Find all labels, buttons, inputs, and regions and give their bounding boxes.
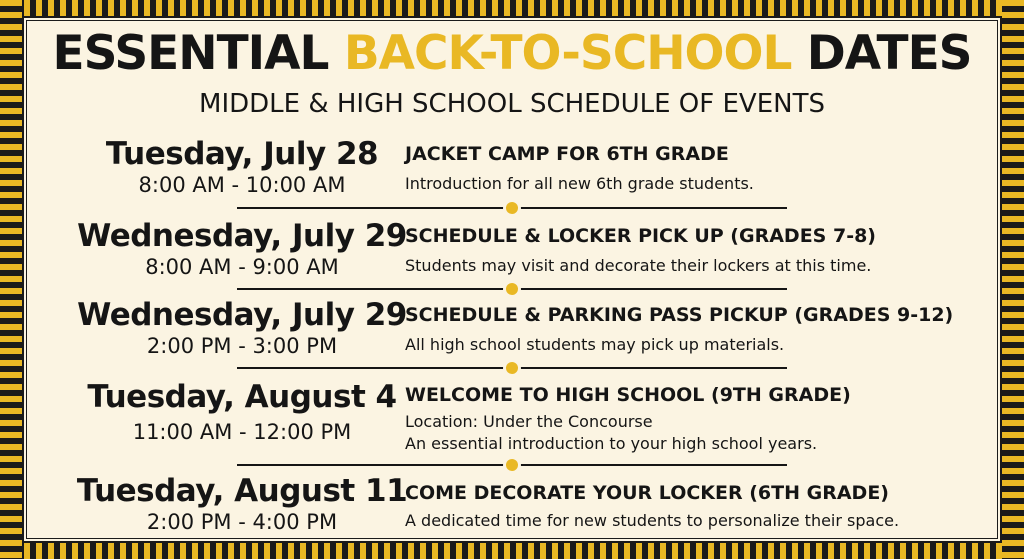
event-title: WELCOME TO HIGH SCHOOL (9TH GRADE) xyxy=(405,384,851,406)
event-time: 8:00 AM - 9:00 AM xyxy=(145,255,339,279)
event-time: 2:00 PM - 3:00 PM xyxy=(146,334,338,358)
title-part-2: DATES xyxy=(791,26,972,81)
divider-dot xyxy=(506,459,518,471)
event-description: A dedicated time for new students to personalize their space. xyxy=(405,511,900,530)
divider xyxy=(237,362,787,374)
poster-subtitle: MIDDLE & HIGH SCHOOL SCHEDULE OF EVENTS xyxy=(199,89,825,119)
event-description: Introduction for all new 6th grade students. xyxy=(405,174,754,193)
event-time: 2:00 PM - 4:00 PM xyxy=(146,510,338,534)
event-title: SCHEDULE & LOCKER PICK UP (GRADES 7-8) xyxy=(405,225,876,247)
event-item xyxy=(22,136,1002,212)
event-date: Tuesday, August 11 xyxy=(76,473,408,509)
event-time: 8:00 AM - 10:00 AM xyxy=(138,173,346,197)
divider xyxy=(237,459,787,471)
divider-dot xyxy=(506,362,518,374)
event-description: All high school students may pick up materials. xyxy=(405,335,785,354)
event-description: Students may visit and decorate their lockers at this time. xyxy=(405,256,872,275)
event-date: Wednesday, July 29 xyxy=(77,297,407,333)
event-item xyxy=(22,473,1002,549)
event-description: Location: Under the Concourse xyxy=(405,412,653,431)
event-time: 11:00 AM - 12:00 PM xyxy=(132,420,352,444)
title-part-1: ESSENTIAL xyxy=(52,26,344,81)
divider-dot xyxy=(506,283,518,295)
event-date: Tuesday, August 4 xyxy=(87,379,397,415)
title-accent: BACK-TO-SCHOOL xyxy=(343,26,792,81)
event-date: Tuesday, July 28 xyxy=(105,136,379,172)
poster-title xyxy=(22,26,1002,82)
divider-dot xyxy=(506,202,518,214)
divider xyxy=(237,283,787,295)
event-title: COME DECORATE YOUR LOCKER (6TH GRADE) xyxy=(405,482,889,504)
divider xyxy=(237,202,787,214)
event-description: An essential introduction to your high school years. xyxy=(405,434,818,453)
event-title: JACKET CAMP FOR 6TH GRADE xyxy=(405,143,729,165)
event-item xyxy=(22,379,1002,459)
event-title: SCHEDULE & PARKING PASS PICKUP (GRADES 9-12) xyxy=(405,304,954,326)
event-date: Wednesday, July 29 xyxy=(77,218,407,254)
